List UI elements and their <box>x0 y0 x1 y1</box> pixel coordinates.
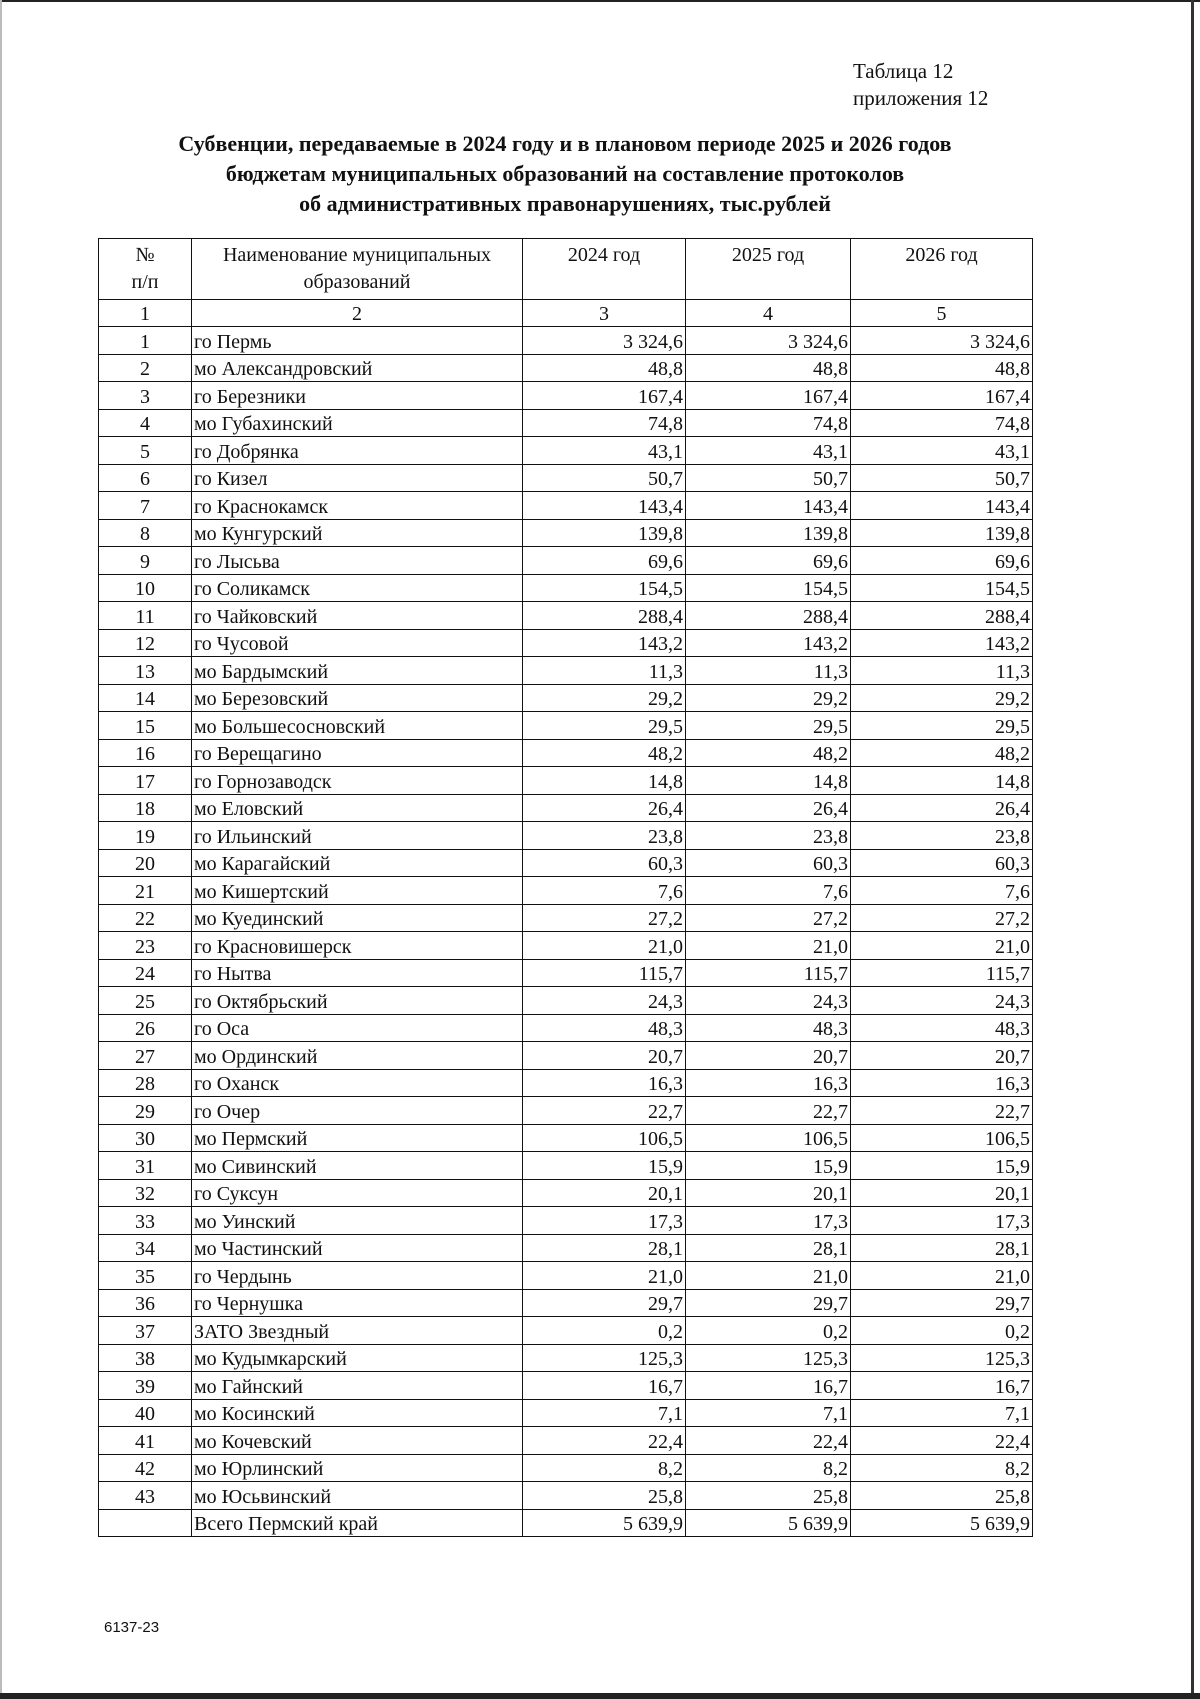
cell-name: мо Александровский <box>192 354 523 382</box>
cell-value-2025: 20,1 <box>686 1179 851 1207</box>
cell-number: 32 <box>99 1179 192 1207</box>
cell-value-2025: 74,8 <box>686 409 851 437</box>
cell-number: 19 <box>99 822 192 850</box>
table-reference <box>853 58 988 112</box>
table-row <box>99 904 1033 932</box>
cell-value-2026: 29,5 <box>851 712 1033 740</box>
cell-name: мо Уинский <box>192 1207 523 1235</box>
cell-value-2025: 48,8 <box>686 354 851 382</box>
cell-name: мо Косинский <box>192 1399 523 1427</box>
cell-number: 14 <box>99 684 192 712</box>
cell-value-2026: 20,1 <box>851 1179 1033 1207</box>
table-row <box>99 1207 1033 1235</box>
cell-value-2024: 23,8 <box>523 822 686 850</box>
cell-value-2026: 48,3 <box>851 1014 1033 1042</box>
cell-value-2024: 14,8 <box>523 767 686 795</box>
cell-number: 13 <box>99 657 192 685</box>
column-number-value-2026: 5 <box>851 300 1033 327</box>
table-row <box>99 1372 1033 1400</box>
cell-value-2026: 21,0 <box>851 932 1033 960</box>
table-number-label: Таблица 12 <box>853 59 954 83</box>
cell-value-2025: 115,7 <box>686 959 851 987</box>
cell-number: 9 <box>99 547 192 575</box>
cell-value-2025: 143,2 <box>686 629 851 657</box>
cell-value-2024: 167,4 <box>523 382 686 410</box>
cell-value-2024: 139,8 <box>523 519 686 547</box>
cell-value-2025: 139,8 <box>686 519 851 547</box>
table-row <box>99 629 1033 657</box>
cell-value-2024: 20,7 <box>523 1042 686 1070</box>
cell-name: мо Кунгурский <box>192 519 523 547</box>
cell-name: го Кизел <box>192 464 523 492</box>
column-header-value-2026: 2026 год <box>851 239 1033 300</box>
cell-number: 36 <box>99 1289 192 1317</box>
cell-value-2026: 24,3 <box>851 987 1033 1015</box>
cell-value-2024: 8,2 <box>523 1454 686 1482</box>
cell-value-2024: 106,5 <box>523 1124 686 1152</box>
cell-value-2026: 7,6 <box>851 877 1033 905</box>
cell-value-2026: 21,0 <box>851 1262 1033 1290</box>
cell-value-2025: 0,2 <box>686 1317 851 1345</box>
cell-value-2025: 29,7 <box>686 1289 851 1317</box>
cell-number: 28 <box>99 1069 192 1097</box>
cell-value-2024: 26,4 <box>523 794 686 822</box>
cell-value-2025: 60,3 <box>686 849 851 877</box>
cell-value-2025: 24,3 <box>686 987 851 1015</box>
cell-value-2024: 7,1 <box>523 1399 686 1427</box>
table-row <box>99 1262 1033 1290</box>
cell-number: 39 <box>99 1372 192 1400</box>
cell-value-2025: 21,0 <box>686 932 851 960</box>
cell-value-2025: 14,8 <box>686 767 851 795</box>
cell-value-2026: 106,5 <box>851 1124 1033 1152</box>
cell-value-2024: 24,3 <box>523 987 686 1015</box>
cell-value-2025: 27,2 <box>686 904 851 932</box>
cell-value-2025: 22,7 <box>686 1097 851 1125</box>
table-row <box>99 1014 1033 1042</box>
title-line-3: об административных правонарушениях, тыс.рублей <box>299 191 831 216</box>
cell-name: мо Кочевский <box>192 1427 523 1455</box>
cell-name: мо Пермский <box>192 1124 523 1152</box>
cell-value-2024: 11,3 <box>523 657 686 685</box>
table-row <box>99 519 1033 547</box>
cell-value-2026: 15,9 <box>851 1152 1033 1180</box>
cell-number: 24 <box>99 959 192 987</box>
cell-number: 38 <box>99 1344 192 1372</box>
column-header-number: № п/п <box>99 239 192 300</box>
cell-value-2025: 125,3 <box>686 1344 851 1372</box>
cell-name: мо Сивинский <box>192 1152 523 1180</box>
cell-value-2024: 29,2 <box>523 684 686 712</box>
cell-value-2025: 8,2 <box>686 1454 851 1482</box>
document-title <box>98 129 1032 219</box>
table-row <box>99 1482 1033 1510</box>
column-number-value-2024: 3 <box>523 300 686 327</box>
cell-name: мо Юсьвинский <box>192 1482 523 1510</box>
cell-number: 2 <box>99 354 192 382</box>
cell-value-2025: 69,6 <box>686 547 851 575</box>
table-row <box>99 1042 1033 1070</box>
cell-value-2024: 20,1 <box>523 1179 686 1207</box>
cell-value-2024: 7,6 <box>523 877 686 905</box>
cell-name: го Чусовой <box>192 629 523 657</box>
cell-number: 5 <box>99 437 192 465</box>
cell-number: 34 <box>99 1234 192 1262</box>
cell-value-2026: 60,3 <box>851 849 1033 877</box>
cell-value-2024: 288,4 <box>523 602 686 630</box>
cell-name: го Пермь <box>192 327 523 355</box>
table-row <box>99 822 1033 850</box>
cell-number: 7 <box>99 492 192 520</box>
cell-value-2026: 288,4 <box>851 602 1033 630</box>
title-line-2: бюджетам муниципальных образований на составление протоколов <box>225 161 905 186</box>
cell-value-2025: 154,5 <box>686 574 851 602</box>
cell-value-2024: 17,3 <box>523 1207 686 1235</box>
page-edge-bottom <box>0 1693 1200 1699</box>
table-row <box>99 574 1033 602</box>
cell-value-2026: 25,8 <box>851 1482 1033 1510</box>
cell-name: мо Куединский <box>192 904 523 932</box>
cell-value-2024: 74,8 <box>523 409 686 437</box>
table-row <box>99 547 1033 575</box>
column-number-row <box>99 300 1033 327</box>
cell-value-2026: 28,1 <box>851 1234 1033 1262</box>
cell-value-2024: 48,3 <box>523 1014 686 1042</box>
table-row <box>99 492 1033 520</box>
table-body <box>99 239 1033 1537</box>
cell-number: 20 <box>99 849 192 877</box>
cell-number: 37 <box>99 1317 192 1345</box>
cell-value-2026: 43,1 <box>851 437 1033 465</box>
cell-number: 41 <box>99 1427 192 1455</box>
cell-number: 42 <box>99 1454 192 1482</box>
cell-value-2026: 154,5 <box>851 574 1033 602</box>
cell-name: мо Еловский <box>192 794 523 822</box>
table-row <box>99 1454 1033 1482</box>
column-header-value-2025: 2025 год <box>686 239 851 300</box>
cell-value-2024: 143,4 <box>523 492 686 520</box>
cell-value-2024: 29,7 <box>523 1289 686 1317</box>
cell-value-2025: 7,1 <box>686 1399 851 1427</box>
cell-name: го Горнозаводск <box>192 767 523 795</box>
cell-number: 1 <box>99 327 192 355</box>
cell-number: 4 <box>99 409 192 437</box>
cell-name: мо Бардымский <box>192 657 523 685</box>
cell-number: 25 <box>99 987 192 1015</box>
cell-value-2024: 21,0 <box>523 1262 686 1290</box>
table-row <box>99 1344 1033 1372</box>
cell-name: го Очер <box>192 1097 523 1125</box>
page-edge-left <box>0 0 2 1699</box>
total-cell-value-2024: 5 639,9 <box>523 1509 686 1537</box>
title-line-1: Субвенции, передаваемые в 2024 году и в плановом периоде 2025 и 2026 годов <box>178 131 952 156</box>
total-cell-value-2026: 5 639,9 <box>851 1509 1033 1537</box>
cell-value-2026: 27,2 <box>851 904 1033 932</box>
cell-name: го Соликамск <box>192 574 523 602</box>
cell-name: го Оханск <box>192 1069 523 1097</box>
cell-name: го Суксун <box>192 1179 523 1207</box>
table-row <box>99 1427 1033 1455</box>
table-row <box>99 437 1033 465</box>
cell-value-2026: 3 324,6 <box>851 327 1033 355</box>
cell-name: мо Большесосновский <box>192 712 523 740</box>
cell-name: мо Частинский <box>192 1234 523 1262</box>
cell-value-2024: 154,5 <box>523 574 686 602</box>
cell-value-2026: 29,7 <box>851 1289 1033 1317</box>
table-row <box>99 464 1033 492</box>
cell-value-2024: 69,6 <box>523 547 686 575</box>
cell-number: 21 <box>99 877 192 905</box>
table-row <box>99 849 1033 877</box>
cell-name: го Нытва <box>192 959 523 987</box>
cell-number: 26 <box>99 1014 192 1042</box>
table-row <box>99 932 1033 960</box>
cell-value-2026: 22,7 <box>851 1097 1033 1125</box>
table-row <box>99 1124 1033 1152</box>
cell-value-2025: 15,9 <box>686 1152 851 1180</box>
cell-value-2026: 125,3 <box>851 1344 1033 1372</box>
table-row <box>99 1399 1033 1427</box>
cell-number: 35 <box>99 1262 192 1290</box>
cell-value-2024: 0,2 <box>523 1317 686 1345</box>
cell-value-2024: 15,9 <box>523 1152 686 1180</box>
cell-value-2024: 22,4 <box>523 1427 686 1455</box>
cell-value-2026: 115,7 <box>851 959 1033 987</box>
cell-number: 8 <box>99 519 192 547</box>
table-row <box>99 712 1033 740</box>
cell-number: 43 <box>99 1482 192 1510</box>
cell-number: 12 <box>99 629 192 657</box>
table-row <box>99 739 1033 767</box>
cell-number: 27 <box>99 1042 192 1070</box>
cell-value-2025: 50,7 <box>686 464 851 492</box>
cell-number: 22 <box>99 904 192 932</box>
table-row <box>99 602 1033 630</box>
table-row <box>99 877 1033 905</box>
cell-value-2025: 48,2 <box>686 739 851 767</box>
cell-value-2025: 288,4 <box>686 602 851 630</box>
table-row <box>99 657 1033 685</box>
document-code: 6137-23 <box>104 1619 160 1636</box>
cell-number: 17 <box>99 767 192 795</box>
column-header-value-2024: 2024 год <box>523 239 686 300</box>
cell-name: го Березники <box>192 382 523 410</box>
cell-value-2025: 167,4 <box>686 382 851 410</box>
cell-value-2025: 7,6 <box>686 877 851 905</box>
cell-value-2026: 14,8 <box>851 767 1033 795</box>
cell-value-2024: 22,7 <box>523 1097 686 1125</box>
cell-value-2026: 74,8 <box>851 409 1033 437</box>
page-edge-top <box>0 0 1200 2</box>
cell-number: 40 <box>99 1399 192 1427</box>
cell-value-2026: 48,2 <box>851 739 1033 767</box>
cell-value-2026: 7,1 <box>851 1399 1033 1427</box>
table-header-row <box>99 239 1033 300</box>
cell-value-2026: 143,4 <box>851 492 1033 520</box>
cell-name: го Добрянка <box>192 437 523 465</box>
table-row <box>99 1069 1033 1097</box>
cell-value-2024: 25,8 <box>523 1482 686 1510</box>
cell-value-2026: 167,4 <box>851 382 1033 410</box>
cell-value-2025: 11,3 <box>686 657 851 685</box>
cell-value-2025: 106,5 <box>686 1124 851 1152</box>
cell-name: го Чердынь <box>192 1262 523 1290</box>
cell-value-2025: 28,1 <box>686 1234 851 1262</box>
cell-value-2025: 22,4 <box>686 1427 851 1455</box>
cell-number: 10 <box>99 574 192 602</box>
cell-number: 30 <box>99 1124 192 1152</box>
cell-value-2024: 125,3 <box>523 1344 686 1372</box>
cell-name: го Лысьва <box>192 547 523 575</box>
cell-name: го Верещагино <box>192 739 523 767</box>
cell-value-2026: 23,8 <box>851 822 1033 850</box>
cell-number: 15 <box>99 712 192 740</box>
cell-value-2024: 27,2 <box>523 904 686 932</box>
cell-value-2024: 48,8 <box>523 354 686 382</box>
cell-number: 11 <box>99 602 192 630</box>
cell-value-2026: 69,6 <box>851 547 1033 575</box>
cell-value-2024: 16,3 <box>523 1069 686 1097</box>
table-row <box>99 409 1033 437</box>
cell-name: го Оса <box>192 1014 523 1042</box>
cell-value-2025: 29,5 <box>686 712 851 740</box>
cell-name: мо Гайнский <box>192 1372 523 1400</box>
page-edge-right <box>1191 0 1194 1699</box>
table-row <box>99 987 1033 1015</box>
table-row <box>99 1289 1033 1317</box>
cell-value-2024: 50,7 <box>523 464 686 492</box>
cell-name: го Чернушка <box>192 1289 523 1317</box>
cell-value-2026: 0,2 <box>851 1317 1033 1345</box>
cell-value-2024: 3 324,6 <box>523 327 686 355</box>
cell-value-2026: 8,2 <box>851 1454 1033 1482</box>
cell-name: го Красновишерск <box>192 932 523 960</box>
cell-value-2026: 143,2 <box>851 629 1033 657</box>
cell-value-2025: 23,8 <box>686 822 851 850</box>
cell-number: 3 <box>99 382 192 410</box>
cell-value-2025: 3 324,6 <box>686 327 851 355</box>
appendix-label: приложения 12 <box>853 86 989 110</box>
cell-name: мо Карагайский <box>192 849 523 877</box>
cell-value-2025: 16,3 <box>686 1069 851 1097</box>
table-row <box>99 1097 1033 1125</box>
cell-value-2024: 21,0 <box>523 932 686 960</box>
subventions-table <box>98 238 1033 1537</box>
cell-name: го Чайковский <box>192 602 523 630</box>
cell-value-2025: 26,4 <box>686 794 851 822</box>
cell-value-2025: 16,7 <box>686 1372 851 1400</box>
table-row <box>99 684 1033 712</box>
cell-name: го Ильинский <box>192 822 523 850</box>
cell-value-2024: 43,1 <box>523 437 686 465</box>
cell-value-2025: 25,8 <box>686 1482 851 1510</box>
cell-value-2024: 16,7 <box>523 1372 686 1400</box>
cell-value-2026: 17,3 <box>851 1207 1033 1235</box>
cell-value-2026: 29,2 <box>851 684 1033 712</box>
column-header-name: Наименование муниципальных образований <box>192 239 523 300</box>
cell-value-2026: 16,3 <box>851 1069 1033 1097</box>
table-row <box>99 959 1033 987</box>
cell-value-2026: 50,7 <box>851 464 1033 492</box>
cell-value-2025: 48,3 <box>686 1014 851 1042</box>
cell-value-2024: 29,5 <box>523 712 686 740</box>
cell-name: мо Кишертский <box>192 877 523 905</box>
cell-name: мо Кудымкарский <box>192 1344 523 1372</box>
cell-value-2025: 21,0 <box>686 1262 851 1290</box>
cell-value-2024: 48,2 <box>523 739 686 767</box>
table-row <box>99 327 1033 355</box>
cell-number: 31 <box>99 1152 192 1180</box>
total-cell-name: Всего Пермский край <box>192 1509 523 1537</box>
cell-value-2024: 60,3 <box>523 849 686 877</box>
cell-value-2025: 43,1 <box>686 437 851 465</box>
table-row <box>99 354 1033 382</box>
total-row <box>99 1509 1033 1537</box>
cell-value-2026: 11,3 <box>851 657 1033 685</box>
cell-value-2026: 20,7 <box>851 1042 1033 1070</box>
cell-value-2026: 26,4 <box>851 794 1033 822</box>
cell-value-2025: 20,7 <box>686 1042 851 1070</box>
total-cell-value-2025: 5 639,9 <box>686 1509 851 1537</box>
cell-value-2025: 143,4 <box>686 492 851 520</box>
cell-name: мо Березовский <box>192 684 523 712</box>
cell-number: 23 <box>99 932 192 960</box>
table-row <box>99 1179 1033 1207</box>
cell-number: 18 <box>99 794 192 822</box>
cell-number: 6 <box>99 464 192 492</box>
cell-value-2024: 28,1 <box>523 1234 686 1262</box>
cell-value-2026: 48,8 <box>851 354 1033 382</box>
cell-value-2025: 17,3 <box>686 1207 851 1235</box>
table-row <box>99 1152 1033 1180</box>
cell-value-2026: 22,4 <box>851 1427 1033 1455</box>
table-row <box>99 1317 1033 1345</box>
cell-name: мо Губахинский <box>192 409 523 437</box>
total-cell-number <box>99 1509 192 1537</box>
cell-name: мо Юрлинский <box>192 1454 523 1482</box>
column-number-name: 2 <box>192 300 523 327</box>
cell-value-2026: 139,8 <box>851 519 1033 547</box>
table-row <box>99 794 1033 822</box>
cell-name: мо Ординский <box>192 1042 523 1070</box>
cell-name: го Октябрьский <box>192 987 523 1015</box>
cell-number: 29 <box>99 1097 192 1125</box>
cell-value-2025: 29,2 <box>686 684 851 712</box>
column-number-value-2025: 4 <box>686 300 851 327</box>
table-row <box>99 1234 1033 1262</box>
cell-value-2024: 115,7 <box>523 959 686 987</box>
cell-value-2024: 143,2 <box>523 629 686 657</box>
cell-number: 16 <box>99 739 192 767</box>
cell-name: го Краснокамск <box>192 492 523 520</box>
column-number-number: 1 <box>99 300 192 327</box>
table-row <box>99 767 1033 795</box>
table-row <box>99 382 1033 410</box>
cell-name: ЗАТО Звездный <box>192 1317 523 1345</box>
cell-number: 33 <box>99 1207 192 1235</box>
cell-value-2026: 16,7 <box>851 1372 1033 1400</box>
